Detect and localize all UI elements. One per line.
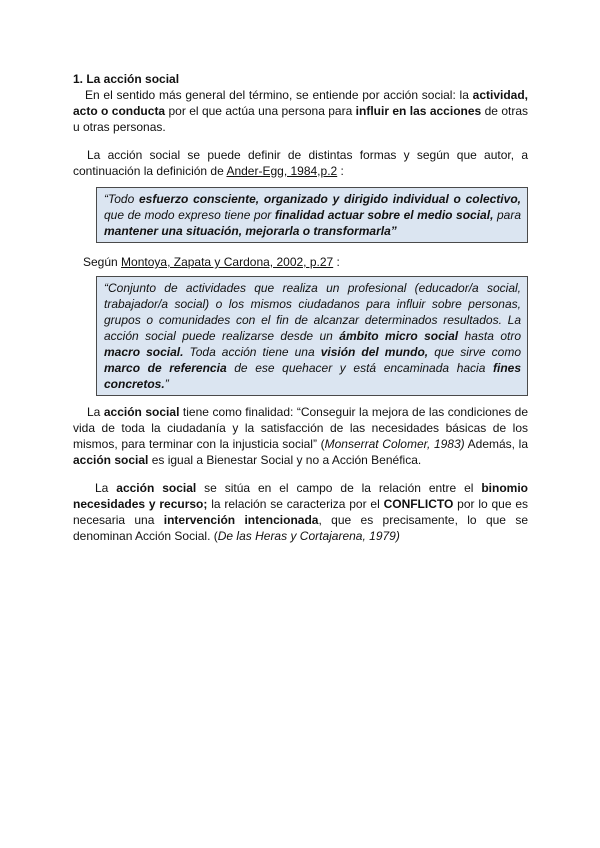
text-run: La acción social se puede definir de distintas formas y según que autor, a continuación la definición de xyxy=(73,148,528,178)
text-run: “Conjunto de actividades que realiza un profesional (educador/a social, trabajador/a social) o los mismos ciudadanos para influir sobre personas, grupos o comunidades con el fin de alcanzar determinados resultados. La acción social puede realizarse desde un xyxy=(104,281,521,343)
text-run: para xyxy=(493,208,521,222)
quote-box-montoya xyxy=(96,276,528,396)
bold-run: esfuerzo consciente, organizado y dirigido individual o colectivo, xyxy=(139,192,521,206)
bold-run: macro social. xyxy=(104,345,184,359)
bold-run: finalidad actuar sobre el medio social, xyxy=(274,208,494,222)
text-run: La xyxy=(87,405,104,419)
text-run: de otras u otras personas. xyxy=(73,104,528,134)
bold-run: mantener una situación, mejorarla o transformarla” xyxy=(104,224,397,238)
bold-run: influir en las acciones xyxy=(355,104,482,118)
text-run: “Todo xyxy=(104,192,139,206)
paragraph-finalidad xyxy=(73,404,528,468)
bold-run: actividad, acto o conducta xyxy=(73,88,528,118)
quote-box-ander-egg xyxy=(96,187,528,243)
section-heading: 1. La acción social xyxy=(73,72,180,86)
bold-run: ámbito micro social xyxy=(339,329,459,343)
bold-run: acción social xyxy=(116,481,197,495)
text-run: En el sentido más general del término, se entiende por acción social: la xyxy=(85,88,473,102)
bold-run: visión del mundo, xyxy=(320,345,429,359)
text-run: Toda acción tiene una xyxy=(183,345,321,359)
text-run: se sitúa en el campo de la relación entre el xyxy=(196,481,482,495)
bold-run: binomio necesidades y recurso; xyxy=(73,481,528,511)
bold-run: acción social xyxy=(103,405,180,419)
italic-run: De las Heras y Cortajarena, 1979) xyxy=(217,529,400,543)
text-run: de ese quehacer y está encaminada hacia xyxy=(226,361,493,375)
text-run: hasta otro xyxy=(458,329,521,343)
text-run: ” xyxy=(164,377,169,391)
text-run: La xyxy=(95,481,117,495)
text-run: que sirve como xyxy=(428,345,521,359)
bold-run: fines concretos. xyxy=(104,361,522,391)
bold-run: acción social xyxy=(73,453,149,467)
citation-link-ander-egg[interactable]: Ander-Egg, 1984,p.2 xyxy=(226,164,338,178)
text-run: Según xyxy=(83,255,122,269)
text-run: por el que actúa una persona para xyxy=(165,104,356,118)
paragraph-binomio xyxy=(73,480,528,544)
text-run: Además, la xyxy=(464,437,528,451)
text-run: es igual a Bienestar Social y no a Acción Benéfica. xyxy=(148,453,422,467)
bold-run: intervención intencionada xyxy=(163,513,319,527)
text-run: : xyxy=(337,164,344,178)
text-run: la relación se caracteriza por el xyxy=(207,497,384,511)
bold-run: marco de referencia xyxy=(104,361,227,375)
text-run: por lo que es necesaria una xyxy=(73,497,529,527)
text-run: : xyxy=(333,255,340,269)
italic-run: Monserrat Colomer, 1983) xyxy=(324,437,465,451)
paragraph-intro-montoya xyxy=(73,254,528,270)
text-run: , que es precisamente, lo que se denominan Acción Social. ( xyxy=(73,513,528,543)
text-run: que de modo expreso tiene por xyxy=(104,208,275,222)
paragraph-definition xyxy=(73,87,528,135)
citation-link-montoya[interactable]: Montoya, Zapata y Cardona, 2002, p.27 xyxy=(121,255,334,269)
paragraph-intro-ander-egg xyxy=(73,147,528,179)
bold-run: CONFLICTO xyxy=(383,497,454,511)
document-content xyxy=(73,71,528,544)
text-run: tiene como finalidad: “Conseguir la mejora de las condiciones de vida de toda la ciudadanía y la satisfacción de las necesidades básicas de los mismos, para terminar con la injusticia social” ( xyxy=(73,405,528,451)
